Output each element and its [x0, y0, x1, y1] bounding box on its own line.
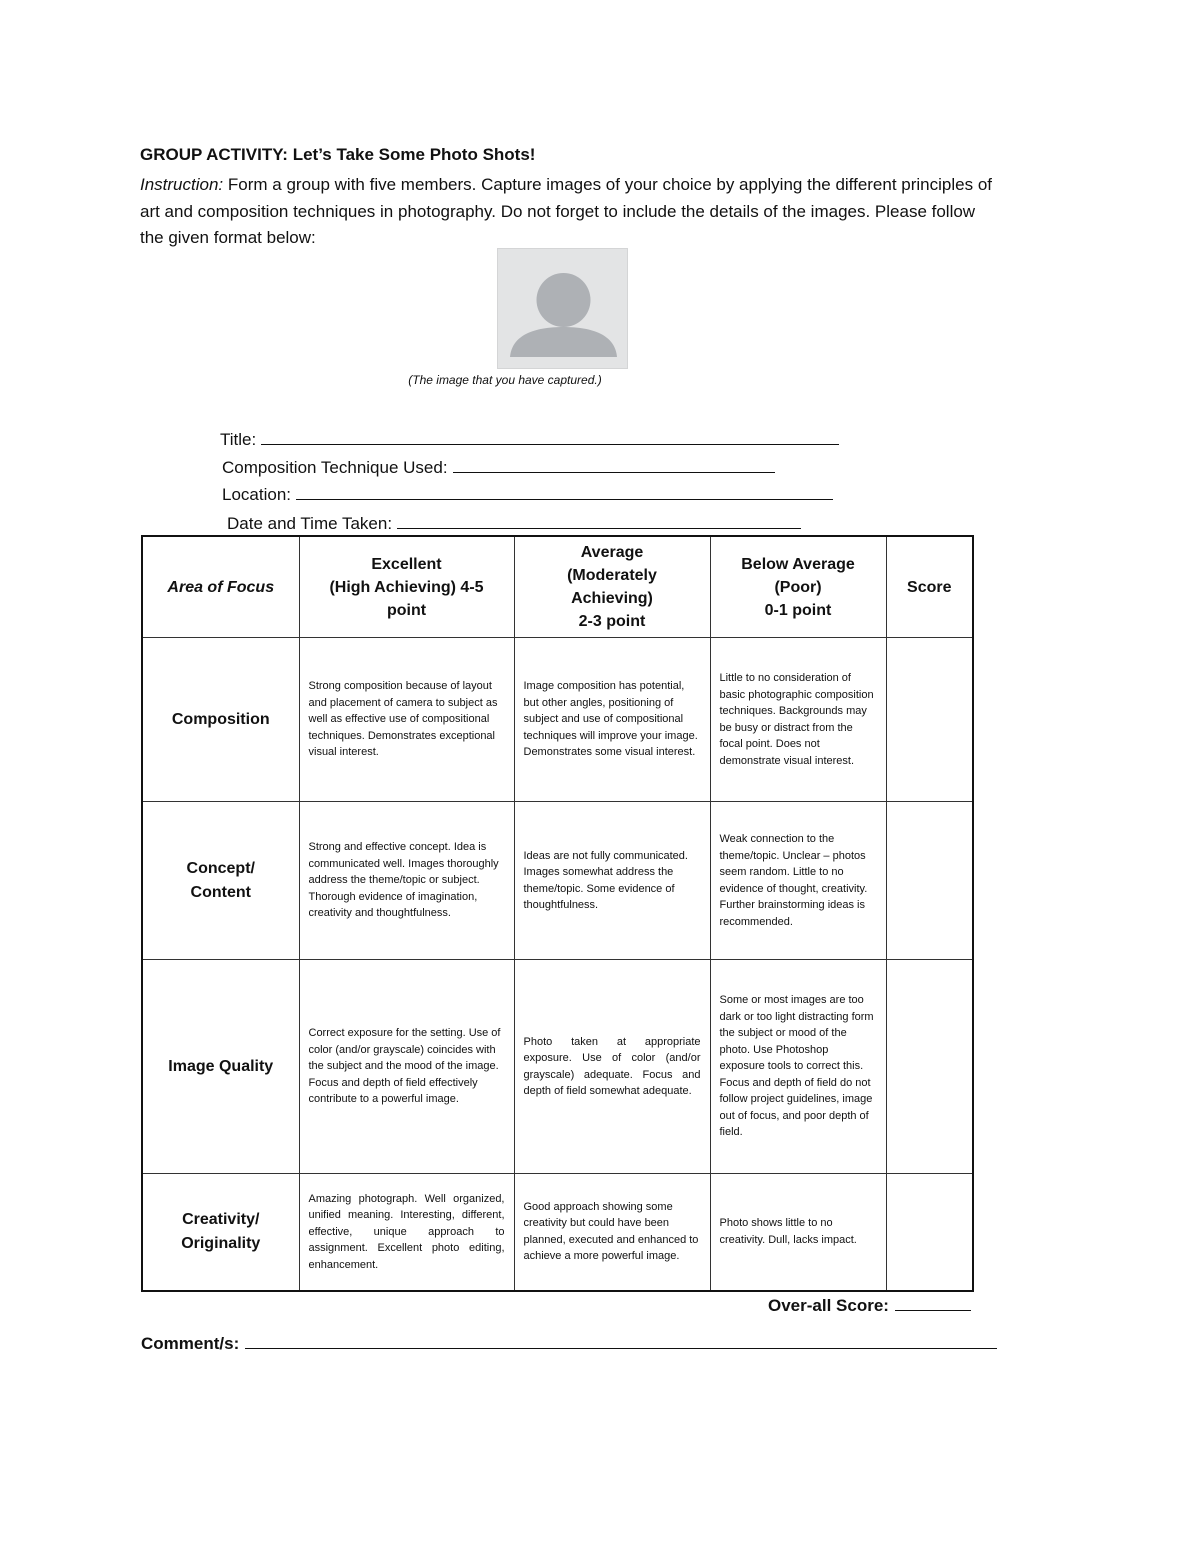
title-blank-line[interactable]	[261, 427, 839, 445]
cell-average: Photo taken at appropriate exposure. Use of color (and/or grayscale) adequate. Focus and depth of field somewhat adequate.	[514, 960, 710, 1174]
rubric-row-image-quality	[142, 960, 973, 1174]
comment-field[interactable]	[141, 1331, 997, 1354]
header-below-line-2: (Poor)	[774, 578, 822, 596]
technique-blank-line[interactable]	[453, 455, 775, 473]
header-below-line-3: 0-1 point	[764, 601, 832, 619]
comment-blank-line[interactable]	[245, 1331, 997, 1349]
instruction-paragraph	[140, 172, 1000, 252]
cell-excellent: Strong and effective concept. Idea is communicated well. Images thoroughly address the theme/topic or subject. Thorough evidence of imagination, creativity and thoughtfulness.	[299, 802, 514, 960]
technique-field[interactable]	[222, 455, 775, 478]
header-excellent-line-1: Excellent	[371, 555, 442, 573]
overall-score-label: Over-all Score:	[768, 1296, 889, 1315]
location-field[interactable]	[222, 482, 833, 505]
score-cell[interactable]	[886, 960, 973, 1174]
title-label: Title:	[220, 430, 257, 449]
person-body-shape	[510, 327, 617, 357]
row-label-creativity	[142, 1174, 299, 1291]
rubric-row-composition	[142, 638, 973, 802]
cell-average: Ideas are not fully communicated. Images somewhat address the theme/topic. Some evidence of thoughtfulness.	[514, 802, 710, 960]
row-label-line: Content	[190, 883, 251, 901]
person-head-shape	[537, 273, 591, 327]
datetime-field[interactable]	[227, 511, 801, 534]
cell-below-average: Some or most images are too dark or too light distracting form the subject or mood of the photo. Use Photoshop exposure tools to correct this. Focus and depth of field do not follow project guidelines, image out of focus, and poor depth of field.	[710, 960, 886, 1174]
datetime-label: Date and Time Taken:	[227, 514, 393, 533]
overall-score-blank-line[interactable]	[895, 1294, 971, 1311]
location-label: Location:	[222, 485, 291, 504]
person-silhouette-icon	[498, 249, 628, 369]
rubric-row-concept	[142, 802, 973, 960]
rubric-table	[141, 535, 974, 1292]
technique-label: Composition Technique Used:	[222, 458, 448, 477]
header-below-line-1: Below Average	[741, 555, 855, 573]
instruction-text: Form a group with five members. Capture images of your choice by applying the different principles of art and composition techniques in photography. Do not forget to include the details of the images. Please follow the given format below:	[140, 175, 993, 247]
header-average	[514, 536, 710, 638]
row-label-composition	[142, 638, 299, 802]
instruction-label: Instruction:	[140, 175, 224, 194]
cell-below-average: Little to no consideration of basic photographic composition techniques. Backgrounds may be busy or distract from the focal point. Does not demonstrate visual interest.	[710, 638, 886, 802]
header-average-line-1: Average	[580, 544, 644, 561]
image-placeholder	[497, 248, 628, 369]
score-cell[interactable]	[886, 1174, 973, 1291]
row-label-line: Concept/	[186, 859, 255, 877]
cell-below-average: Photo shows little to no creativity. Dull, lacks impact.	[710, 1174, 886, 1291]
cell-excellent: Strong composition because of layout and placement of camera to subject as well as effective use of compositional techniques. Demonstrates exceptional visual interest.	[299, 638, 514, 802]
cell-excellent: Correct exposure for the setting. Use of color (and/or grayscale) coincides with the subject and the mood of the image. Focus and depth of field effectively contribute to a powerful image.	[299, 960, 514, 1174]
rubric-header-row	[142, 536, 973, 638]
title-field[interactable]	[220, 427, 839, 450]
overall-score-field[interactable]	[768, 1294, 971, 1316]
activity-heading: GROUP ACTIVITY: Let’s Take Some Photo Shots!	[140, 145, 536, 164]
row-label-line: Creativity/	[182, 1210, 260, 1228]
header-average-line-3: Achieving)	[571, 590, 653, 607]
row-label-line: Image Quality	[168, 1057, 274, 1075]
comment-label: Comment/s:	[141, 1334, 240, 1353]
cell-average: Good approach showing some creativity but could have been planned, executed and enhanced to achieve a more powerful image.	[514, 1174, 710, 1291]
cell-average: Image composition has potential, but other angles, positioning of subject and use of compositional techniques will improve your image. Demonstrates some visual interest.	[514, 638, 710, 802]
header-area-of-focus: Area of Focus	[142, 536, 299, 638]
header-excellent	[299, 536, 514, 638]
cell-below-average: Weak connection to the theme/topic. Unclear – photos seem random. Little to no evidence of thought, creativity. Further brainstorming ideas is recommended.	[710, 802, 886, 960]
row-label-image-quality	[142, 960, 299, 1174]
location-blank-line[interactable]	[296, 482, 833, 500]
datetime-blank-line[interactable]	[397, 511, 801, 529]
row-label-line: Originality	[181, 1234, 261, 1252]
row-label-line: Composition	[171, 710, 270, 728]
header-excellent-line-3: point	[386, 601, 427, 619]
rubric-row-creativity	[142, 1174, 973, 1291]
score-cell[interactable]	[886, 802, 973, 960]
header-score: Score	[886, 536, 973, 638]
image-caption: (The image that you have captured.)	[408, 373, 602, 387]
header-excellent-line-2: (High Achieving) 4-5	[329, 578, 484, 596]
header-average-line-2: (Moderately	[567, 567, 657, 584]
cell-excellent: Amazing photograph. Well organized, unified meaning. Interesting, different, effective, unique approach to assignment. Excellent photo editing, enhancement.	[299, 1174, 514, 1291]
score-cell[interactable]	[886, 638, 973, 802]
header-below-average	[710, 536, 886, 638]
row-label-concept	[142, 802, 299, 960]
header-average-line-4: 2-3 point	[578, 613, 646, 630]
